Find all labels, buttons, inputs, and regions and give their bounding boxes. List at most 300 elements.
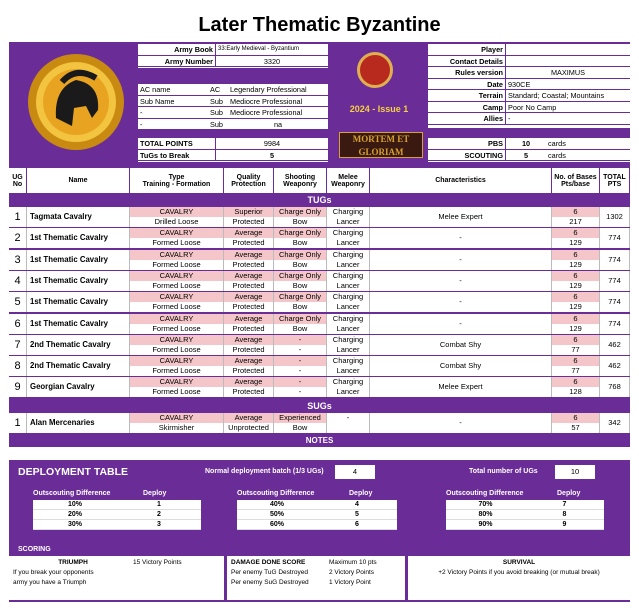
unit-type-cell	[130, 292, 224, 312]
unit-shooting: Charge Only	[274, 292, 326, 302]
unit-quality-cell	[224, 413, 274, 433]
unit-characteristics: Combat Shy	[370, 356, 552, 376]
g1-dep: 3	[157, 521, 161, 528]
unit-melee-2: Lancer	[336, 280, 360, 290]
col-pts-base-label: Pts/base	[561, 180, 590, 188]
g3-pct: 80%	[478, 511, 493, 518]
rules-label: Rules version	[428, 67, 506, 78]
unit-weaponry: Bow	[292, 259, 308, 269]
unit-row	[9, 413, 630, 433]
col-name: Name	[27, 168, 130, 193]
unit-melee-1: Charging	[332, 356, 364, 366]
army-sheet	[9, 8, 630, 602]
g2-col2: Deploy	[349, 490, 373, 497]
unit-protection: Unprotected	[228, 423, 269, 432]
unit-row	[9, 314, 630, 334]
terrain-label: Terrain	[428, 90, 506, 101]
unit-type: CAVALRY	[130, 314, 223, 324]
unit-melee-2	[327, 423, 369, 433]
unit-protection: Protected	[232, 387, 265, 397]
unit-melee-2: Lancer	[336, 302, 360, 312]
unit-formation: Formed Loose	[152, 387, 201, 397]
unit-bases: 6	[552, 314, 599, 324]
unit-bases: 6	[552, 207, 599, 217]
col-protection-label: Protection	[231, 180, 266, 188]
helmet-emblem-icon	[16, 48, 136, 156]
table-header	[9, 168, 630, 193]
unit-quality: Average	[224, 271, 273, 281]
unit-shooting: Charge Only	[274, 207, 326, 217]
unit-shooting-cell	[274, 335, 327, 355]
unit-shooting-cell	[274, 356, 327, 376]
g1-pct: 20%	[67, 511, 82, 518]
pbs-panel	[428, 138, 630, 162]
unit-formation: Formed Loose	[152, 366, 201, 376]
g2-pct: 50%	[269, 511, 284, 518]
g3-col2: Deploy	[557, 490, 581, 497]
unit-shooting-cell	[274, 377, 327, 397]
pbs-unit: cards	[548, 139, 566, 148]
unit-bases: 6	[552, 292, 599, 302]
unit-melee-cell	[327, 377, 370, 397]
scoring-title: SCORING	[18, 546, 51, 553]
unit-formation: Formed Loose	[152, 302, 201, 312]
unit-name: Georgian Cavalry	[27, 377, 130, 397]
g3-dep: 9	[562, 521, 567, 528]
army-info-panel	[138, 44, 328, 68]
unit-melee-cell	[327, 207, 370, 227]
unit-shooting: Experienced	[274, 413, 326, 423]
unit-melee-1: Charging	[332, 292, 364, 302]
unit-bases-cell	[552, 271, 600, 291]
unit-row	[9, 377, 630, 397]
unit-type: CAVALRY	[130, 271, 223, 281]
unit-shooting-cell	[274, 314, 327, 334]
g2-dep: 5	[355, 511, 359, 518]
unit-formation: Formed Loose	[152, 344, 201, 354]
unit-number: 8	[9, 356, 27, 376]
unit-weaponry: -	[298, 387, 302, 397]
unit-shooting-cell	[274, 271, 327, 291]
unit-number: 7	[9, 335, 27, 355]
g1-pct: 10%	[67, 501, 82, 508]
unit-number: 1	[9, 207, 27, 227]
deployment-title: DEPLOYMENT TABLE	[18, 466, 129, 478]
army-book-value: 33:Early Medieval - Byzantium	[218, 46, 300, 52]
unit-total: 774	[600, 250, 630, 270]
unit-shooting: -	[274, 335, 326, 345]
unit-bases-cell	[552, 413, 600, 433]
col-bases	[552, 168, 600, 193]
ac-value: Legendary Professional	[230, 85, 307, 94]
unit-name: 1st Thematic Cavalry	[27, 250, 130, 270]
notes-field[interactable]	[9, 447, 630, 460]
unit-melee-1: Charging	[332, 377, 364, 387]
unit-type: CAVALRY	[130, 377, 223, 387]
g1-col2: Deploy	[143, 490, 167, 497]
unit-total: 774	[600, 228, 630, 248]
unit-number: 2	[9, 228, 27, 248]
unit-name: Tagmata Cavalry	[27, 207, 130, 227]
allies-value: -	[508, 114, 511, 123]
unit-bases-cell	[552, 356, 600, 376]
survival-box	[408, 556, 630, 600]
unit-total: 1302	[600, 207, 630, 227]
deploy-grid-2	[237, 500, 397, 530]
unit-total: 768	[600, 377, 630, 397]
unit-melee-2: Lancer	[336, 238, 360, 248]
unit-quality-cell	[224, 250, 274, 270]
unit-weaponry: -	[298, 366, 302, 376]
sub2-name: -	[140, 108, 143, 117]
unit-bases: 6	[552, 335, 599, 345]
unit-total: 342	[600, 413, 630, 433]
rules-value: MAXIMUS	[550, 68, 586, 77]
unit-shooting-cell	[274, 207, 327, 227]
g2-dep: 4	[355, 501, 359, 508]
unit-characteristics: -	[370, 292, 552, 312]
unit-pts-base: 77	[571, 344, 580, 354]
col-quality-label: Quality	[236, 173, 261, 181]
unit-number: 3	[9, 250, 27, 270]
g1-dep: 1	[157, 501, 161, 508]
unit-quality: Average	[224, 250, 273, 260]
unit-shooting: Charge Only	[274, 314, 326, 324]
unit-quality: Average	[224, 377, 273, 387]
unit-type-cell	[130, 207, 224, 227]
player-label: Player	[428, 44, 506, 55]
unit-total: 774	[600, 292, 630, 312]
triumph-points: 15 Victory Points	[133, 559, 182, 566]
unit-shooting-cell	[274, 228, 327, 248]
unit-row	[9, 335, 630, 355]
unit-bases-cell	[552, 250, 600, 270]
col-ug: UG No	[9, 168, 27, 193]
unit-name: 1st Thematic Cavalry	[27, 292, 130, 312]
unit-type: CAVALRY	[130, 207, 223, 217]
unit-shooting: -	[274, 377, 326, 387]
col-type-label: Type	[168, 173, 185, 181]
unit-formation: Formed Loose	[152, 259, 201, 269]
unit-quality-cell	[224, 314, 274, 334]
unit-type: CAVALRY	[130, 413, 223, 423]
player-value	[506, 44, 510, 55]
unit-quality-cell	[224, 292, 274, 312]
deploy-grid-3	[446, 500, 604, 530]
unit-melee-cell	[327, 250, 370, 270]
notes-label: NOTES	[9, 435, 630, 447]
unit-number: 9	[9, 377, 27, 397]
terrain-value: Standard; Coastal; Mountains	[508, 91, 605, 100]
damage-max: Maximum 10 pts	[329, 559, 377, 566]
col-training-label: Training - Formation	[142, 180, 211, 188]
g2-dep: 6	[355, 521, 359, 528]
tugs-break-value: 5	[269, 150, 275, 160]
unit-characteristics: -	[370, 413, 552, 433]
unit-melee-1: Charging	[332, 228, 364, 238]
g1-dep: 2	[157, 511, 161, 518]
army-number-label: Army Number	[138, 56, 216, 67]
unit-total: 462	[600, 335, 630, 355]
unit-type-cell	[130, 250, 224, 270]
unit-characteristics: -	[370, 250, 552, 270]
survival-desc: +2 Victory Points if you avoid breaking (or mutual break)	[438, 569, 600, 576]
unit-melee-cell	[327, 413, 370, 433]
sub-code: Sub	[210, 96, 223, 106]
unit-quality-cell	[224, 228, 274, 248]
unit-shooting: Charge Only	[274, 228, 326, 238]
scouting-unit: cards	[548, 150, 566, 160]
unit-type-cell	[130, 228, 224, 248]
sub3-value: na	[273, 119, 283, 129]
triumph-label: TRIUMPH	[58, 559, 88, 566]
unit-melee-1: Charging	[332, 270, 364, 280]
unit-melee-2: Lancer	[336, 323, 360, 333]
sub-value: Mediocre Professional	[230, 96, 303, 106]
unit-type-cell	[130, 314, 224, 334]
col-total: TOTAL PTS	[600, 168, 630, 193]
unit-bases: 6	[552, 228, 599, 238]
triumph-desc-1: If you break your opponents	[13, 569, 94, 576]
unit-melee-cell	[327, 356, 370, 376]
unit-weaponry: Bow	[292, 280, 308, 290]
g1-col1: Outscouting Difference	[33, 490, 111, 497]
unit-pts-base: 57	[571, 423, 580, 432]
unit-type: CAVALRY	[130, 250, 223, 260]
unit-weaponry: Bow	[292, 238, 308, 248]
unit-name: 1st Thematic Cavalry	[27, 271, 130, 291]
unit-type-cell	[130, 413, 224, 433]
pbs-label: PBS	[428, 138, 506, 149]
deploy-grid-1	[33, 500, 201, 530]
unit-type: CAVALRY	[130, 228, 223, 238]
sugs-section-label: SUGs	[307, 401, 332, 411]
batch-label: Normal deployment batch (1/3 UGs)	[205, 468, 324, 475]
date-value: 930CE	[508, 79, 531, 89]
unit-quality: Average	[224, 314, 273, 324]
unit-formation: Formed Loose	[152, 280, 201, 290]
unit-melee-2: Lancer	[336, 344, 360, 354]
g2-pct: 40%	[269, 501, 284, 508]
unit-type-cell	[130, 377, 224, 397]
unit-protection: Protected	[232, 302, 265, 312]
contact-label: Contact Details	[428, 56, 506, 67]
page-title: Later Thematic Byzantine	[9, 8, 630, 42]
camp-label: Camp	[428, 102, 506, 113]
unit-total: 774	[600, 314, 630, 334]
unit-formation: Formed Loose	[152, 323, 201, 333]
unit-formation: Formed Loose	[152, 238, 201, 248]
unit-protection: Protected	[232, 217, 265, 226]
g2-col1: Outscouting Difference	[237, 490, 315, 497]
damage-box	[227, 556, 405, 600]
sub3-code: Sub	[210, 119, 223, 129]
unit-bases-cell	[552, 377, 600, 397]
unit-weaponry: Bow	[292, 217, 308, 226]
sub2-value: Mediocre Professional	[230, 108, 303, 117]
allies-label: Allies	[428, 113, 506, 124]
damage-sug-value: 1 Victory Point	[329, 579, 371, 586]
unit-bases-cell	[552, 314, 600, 334]
unit-pts-base: 129	[569, 259, 582, 269]
tugs-break-label: TuGs to Break	[138, 150, 216, 161]
unit-bases: 6	[552, 413, 599, 423]
unit-bases-cell	[552, 292, 600, 312]
sub2-code: Sub	[210, 108, 223, 117]
unit-name: 2nd Thematic Cavalry	[27, 335, 130, 355]
col-weaponry-label: Weaponry	[283, 180, 317, 188]
tugs-section-label: TUGs	[307, 195, 332, 205]
unit-melee-1: Charging	[332, 313, 364, 323]
damage-tug: Per enemy TuG Destroyed	[231, 569, 308, 576]
sub3-name: -	[140, 119, 143, 129]
unit-shooting: Charge Only	[274, 250, 326, 260]
unit-row	[9, 207, 630, 227]
ac-code: AC	[210, 85, 221, 94]
total-ugs-label: Total number of UGs	[469, 468, 538, 475]
unit-weaponry: Bow	[292, 302, 308, 312]
unit-row	[9, 228, 630, 248]
unit-quality: Superior	[224, 207, 273, 217]
g3-col1: Outscouting Difference	[446, 490, 524, 497]
unit-quality: Average	[224, 356, 273, 366]
game-logo: MORTEM ET GLORIAM	[339, 132, 423, 158]
col-melee: Melee Weaponry	[327, 168, 370, 193]
unit-melee-2: Lancer	[336, 217, 360, 226]
unit-melee-cell	[327, 314, 370, 334]
total-points-label: TOTAL POINTS	[138, 138, 216, 149]
unit-quality-cell	[224, 377, 274, 397]
unit-melee-cell	[327, 271, 370, 291]
unit-shooting: -	[274, 356, 326, 366]
unit-quality-cell	[224, 207, 274, 227]
survival-label: SURVIVAL	[502, 559, 536, 566]
unit-melee-2: Lancer	[336, 259, 360, 269]
scouting-label: SCOUTING	[428, 150, 506, 161]
unit-melee-2: Lancer	[336, 387, 360, 397]
batch-value: 4	[335, 465, 375, 479]
unit-protection: Protected	[232, 323, 265, 333]
unit-type-cell	[130, 271, 224, 291]
unit-shooting-cell	[274, 413, 327, 433]
unit-quality-cell	[224, 335, 274, 355]
g1-pct: 30%	[67, 521, 82, 528]
unit-quality: Average	[224, 292, 273, 302]
sub-name: Sub Name	[140, 96, 175, 106]
unit-quality-cell	[224, 356, 274, 376]
unit-bases: 6	[552, 250, 599, 260]
unit-protection: Protected	[232, 280, 265, 290]
unit-pts-base: 77	[571, 366, 580, 376]
unit-melee-1: Charging	[332, 249, 364, 259]
col-quality	[224, 168, 274, 193]
unit-weaponry: Bow	[292, 323, 308, 333]
g2-pct: 60%	[269, 521, 284, 528]
unit-melee-1: Charging	[332, 334, 364, 344]
col-shooting-label: Shooting	[284, 173, 316, 181]
unit-pts-base: 217	[569, 217, 582, 226]
col-bases-label: No. of Bases	[554, 173, 597, 181]
unit-formation: Skirmisher	[158, 423, 195, 432]
unit-row	[9, 356, 630, 376]
col-type	[130, 168, 224, 193]
unit-pts-base: 129	[569, 323, 582, 333]
unit-protection: Protected	[232, 366, 265, 376]
unit-weaponry: Bow	[292, 423, 308, 432]
unit-total: 462	[600, 356, 630, 376]
unit-type-cell	[130, 335, 224, 355]
unit-formation: Drilled Loose	[154, 217, 199, 226]
unit-quality: Average	[224, 335, 273, 345]
unit-row	[9, 250, 630, 270]
unit-name: Alan Mercenaries	[27, 413, 130, 433]
unit-bases: 6	[552, 356, 599, 366]
unit-melee-1: Charging	[332, 207, 364, 216]
pbs-value: 10	[521, 139, 531, 148]
unit-name: 1st Thematic Cavalry	[27, 314, 130, 334]
unit-quality: Average	[224, 228, 273, 238]
unit-pts-base: 128	[569, 387, 582, 397]
unit-characteristics: -	[370, 271, 552, 291]
unit-characteristics: -	[370, 314, 552, 334]
unit-type: CAVALRY	[130, 356, 223, 366]
col-characteristics: Characteristics	[370, 168, 552, 193]
unit-name: 2nd Thematic Cavalry	[27, 356, 130, 376]
unit-shooting-cell	[274, 292, 327, 312]
unit-row	[9, 292, 630, 312]
unit-number: 6	[9, 314, 27, 334]
mortem-badge-icon	[357, 52, 393, 88]
unit-melee-2: Lancer	[336, 366, 360, 376]
triumph-box	[9, 556, 224, 600]
damage-label: DAMAGE DONE SCORE	[231, 559, 306, 566]
unit-protection: Protected	[232, 344, 265, 354]
total-points-value: 9984	[263, 139, 281, 148]
g3-dep: 7	[562, 501, 567, 508]
unit-bases-cell	[552, 335, 600, 355]
unit-melee-1: -	[346, 413, 350, 422]
unit-quality: Average	[224, 413, 273, 423]
unit-weaponry: -	[298, 344, 302, 354]
issue-label: 2024 - Issue 1	[349, 104, 409, 114]
unit-name: 1st Thematic Cavalry	[27, 228, 130, 248]
army-class-panel	[138, 84, 328, 130]
unit-protection: Protected	[232, 259, 265, 269]
unit-pts-base: 129	[569, 280, 582, 290]
unit-pts-base: 129	[569, 238, 582, 248]
army-number-value: 3320	[263, 56, 281, 66]
date-label: Date	[428, 79, 506, 90]
unit-melee-cell	[327, 335, 370, 355]
unit-characteristics: Combat Shy	[370, 335, 552, 355]
ac-name: AC name	[140, 85, 171, 94]
unit-type: CAVALRY	[130, 335, 223, 345]
scoring-panel	[9, 546, 630, 602]
unit-quality-cell	[224, 271, 274, 291]
unit-melee-cell	[327, 228, 370, 248]
unit-type: CAVALRY	[130, 292, 223, 302]
unit-characteristics: Melee Expert	[370, 377, 552, 397]
unit-bases: 6	[552, 377, 599, 387]
camp-value: Poor No Camp	[508, 102, 557, 112]
col-shooting	[274, 168, 327, 193]
unit-bases-cell	[552, 207, 600, 227]
unit-shooting: Charge Only	[274, 271, 326, 281]
unit-total: 774	[600, 271, 630, 291]
unit-bases-cell	[552, 228, 600, 248]
unit-shooting-cell	[274, 250, 327, 270]
army-book-label: Army Book	[138, 44, 216, 55]
